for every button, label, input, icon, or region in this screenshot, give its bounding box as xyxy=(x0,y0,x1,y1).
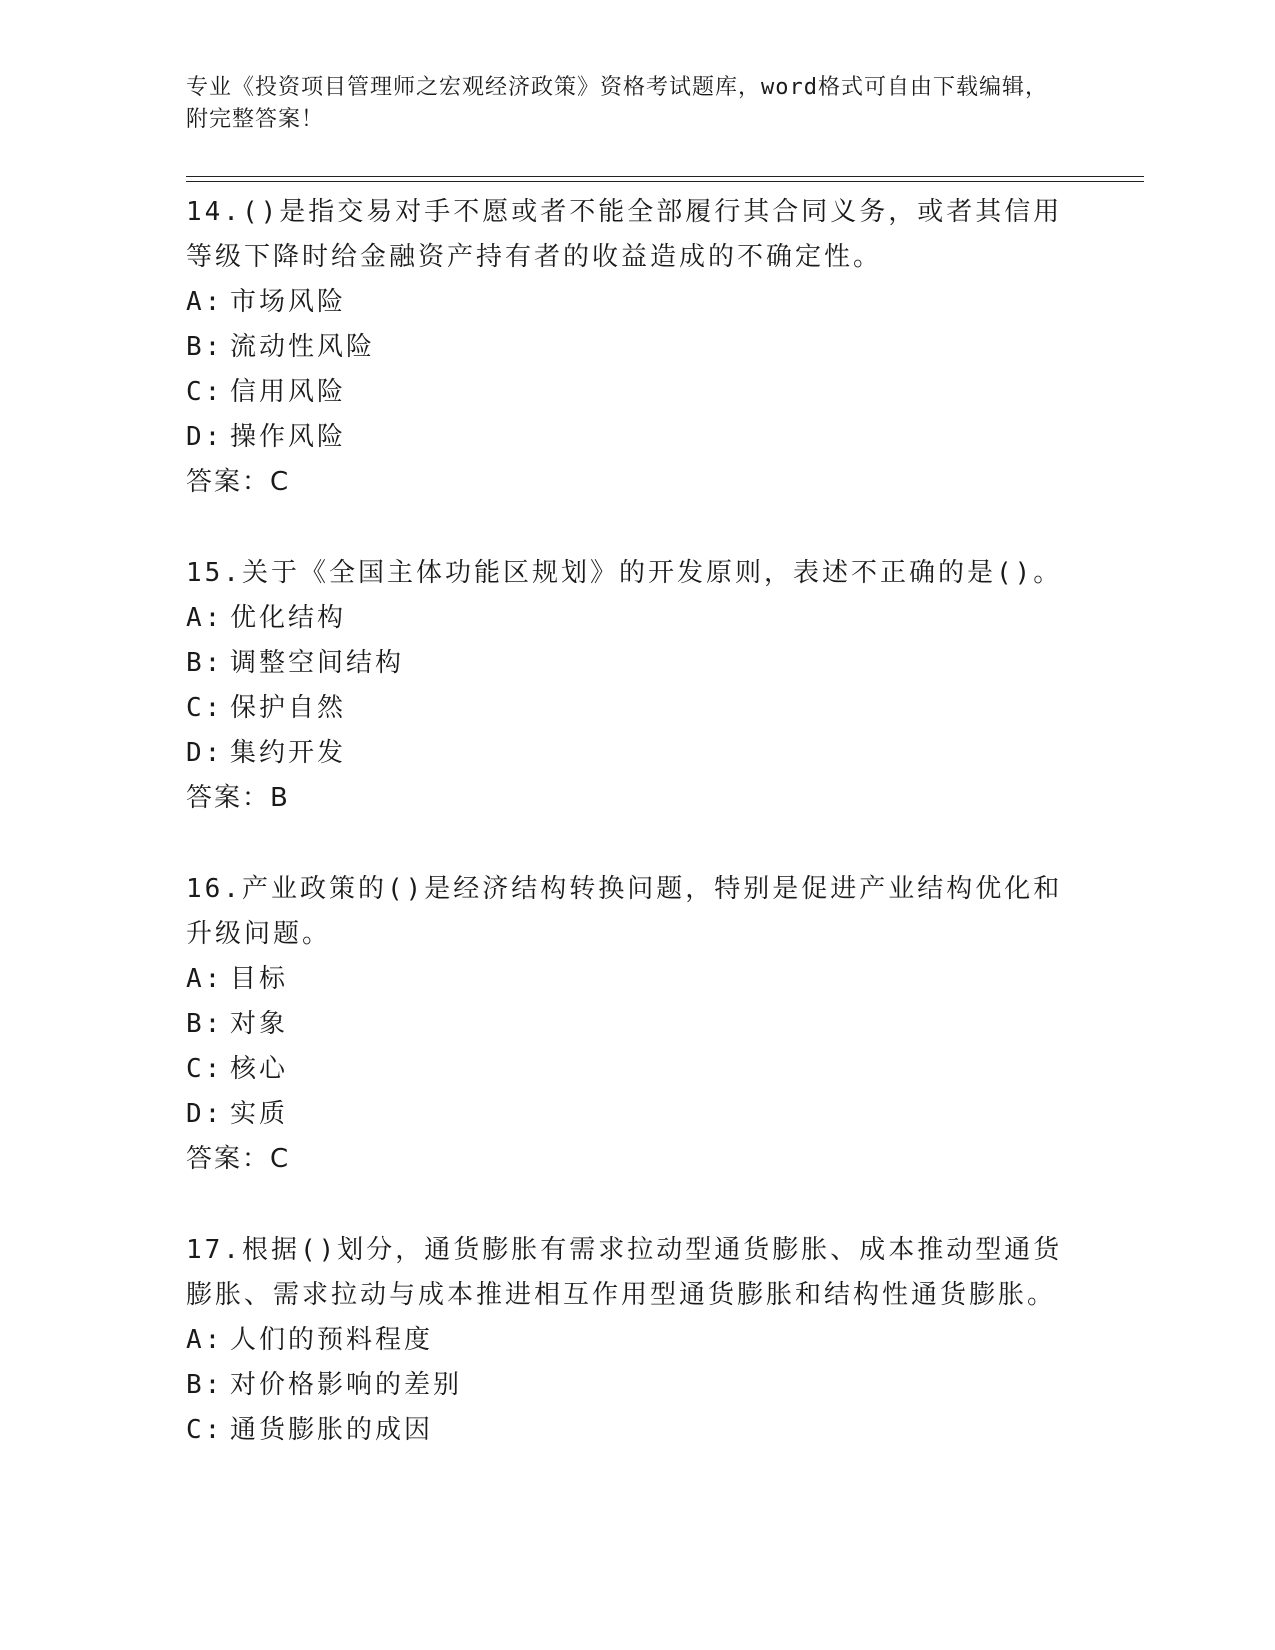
option-letter: D: xyxy=(186,738,224,768)
option-letter: B: xyxy=(186,1009,224,1039)
option-text: 操作风险 xyxy=(230,422,347,452)
option-letter: A: xyxy=(186,964,224,994)
option-text: 目标 xyxy=(230,964,289,994)
option-text: 保护自然 xyxy=(230,693,347,723)
option-b xyxy=(186,1002,1086,1047)
answer-line: 答案：C xyxy=(186,1144,291,1174)
option-b xyxy=(186,641,1086,686)
option-d xyxy=(186,731,1086,776)
option-letter: A: xyxy=(186,1325,224,1355)
answer-line: 答案：C xyxy=(186,467,291,497)
question-15 xyxy=(186,551,1086,821)
option-a xyxy=(186,957,1086,1002)
option-b xyxy=(186,325,1086,370)
question-14 xyxy=(186,190,1086,505)
option-letter: D: xyxy=(186,422,224,452)
option-d xyxy=(186,1092,1086,1137)
option-text: 实质 xyxy=(230,1099,289,1129)
option-letter: B: xyxy=(186,1370,224,1400)
option-a xyxy=(186,280,1086,325)
option-a xyxy=(186,596,1086,641)
option-c xyxy=(186,370,1086,415)
option-c xyxy=(186,686,1086,731)
option-text: 集约开发 xyxy=(230,738,347,768)
question-stem: 14.()是指交易对手不愿或者不能全部履行其合同义务，或者其信用等级下降时给金融资产持有者的收益造成的不确定性。 xyxy=(186,197,1063,272)
document-header: 专业《投资项目管理师之宏观经济政策》资格考试题库，word格式可自由下载编辑，附完整答案！ xyxy=(186,75,1048,132)
option-text: 优化结构 xyxy=(230,603,347,633)
option-text: 市场风险 xyxy=(230,287,347,317)
option-b xyxy=(186,1363,1086,1408)
option-letter: B: xyxy=(186,332,224,362)
option-a xyxy=(186,1318,1086,1363)
option-text: 通货膨胀的成因 xyxy=(230,1415,434,1445)
question-stem: 17.根据()划分，通货膨胀有需求拉动型通货膨胀、成本推动型通货膨胀、需求拉动与成本推进相互作用型通货膨胀和结构性通货膨胀。 xyxy=(186,1235,1063,1310)
option-text: 核心 xyxy=(230,1054,289,1084)
option-text: 调整空间结构 xyxy=(230,648,405,678)
option-letter: B: xyxy=(186,648,224,678)
option-c xyxy=(186,1047,1086,1092)
question-list xyxy=(186,190,1086,1499)
option-text: 人们的预料程度 xyxy=(230,1325,434,1355)
option-letter: C: xyxy=(186,377,224,407)
option-letter: A: xyxy=(186,287,224,317)
question-16 xyxy=(186,867,1086,1182)
option-letter: D: xyxy=(186,1099,224,1129)
option-text: 对价格影响的差别 xyxy=(230,1370,463,1400)
option-letter: A: xyxy=(186,603,224,633)
option-text: 对象 xyxy=(230,1009,289,1039)
option-d xyxy=(186,415,1086,460)
option-letter: C: xyxy=(186,693,224,723)
question-stem: 15.关于《全国主体功能区规划》的开发原则，表述不正确的是()。 xyxy=(186,558,1063,588)
question-stem: 16.产业政策的()是经济结构转换问题，特别是促进产业结构优化和升级问题。 xyxy=(186,874,1063,949)
option-text: 流动性风险 xyxy=(230,332,376,362)
option-text: 信用风险 xyxy=(230,377,347,407)
option-c xyxy=(186,1408,1086,1453)
option-letter: C: xyxy=(186,1054,224,1084)
header-divider xyxy=(186,176,1144,182)
question-17 xyxy=(186,1228,1086,1453)
answer-line: 答案：B xyxy=(186,783,290,813)
option-letter: C: xyxy=(186,1415,224,1445)
